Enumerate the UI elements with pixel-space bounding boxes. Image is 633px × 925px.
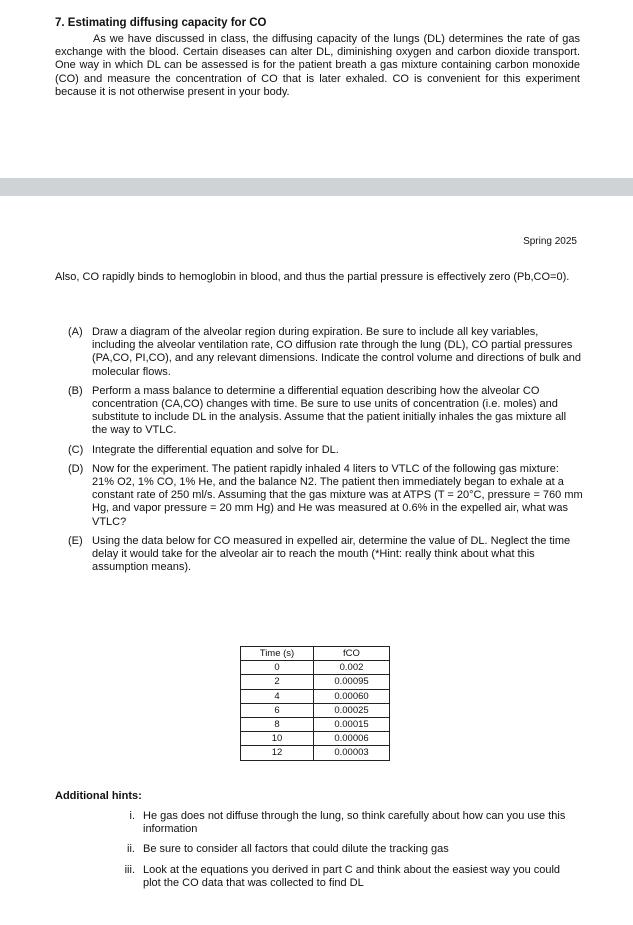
table-cell-fco: 0.00006 xyxy=(314,732,390,746)
part-label: (D) xyxy=(68,462,84,475)
hint-item xyxy=(110,810,580,836)
part-label: (E) xyxy=(68,534,83,547)
table-cell-fco: 0.00025 xyxy=(314,703,390,717)
hint-item xyxy=(110,843,580,856)
part-c xyxy=(68,444,583,457)
also-paragraph: Also, CO rapidly binds to hemoglobin in blood, and thus the partial pressure is effectively zero (Pb,CO=0). xyxy=(55,271,570,283)
table-cell-time: 10 xyxy=(241,732,314,746)
table-row xyxy=(241,732,390,746)
page-bottom-section xyxy=(0,196,633,925)
part-label: (B) xyxy=(68,384,83,397)
hint-number: ii. xyxy=(127,843,135,856)
part-text: Draw a diagram of the alveolar region during expiration. Be sure to include all key variables, including the alveolar ventilation rate, CO diffusion rate through the lung (DL), CO partial pressures (PA,CO, PI,CO), and any relevant dimensions. Indicate the control volume and directions of bulk and molecular flows. xyxy=(92,326,581,378)
hints-list xyxy=(110,810,580,897)
part-d xyxy=(68,463,583,529)
table-row xyxy=(241,746,390,760)
table-row xyxy=(241,689,390,703)
part-e xyxy=(68,535,583,575)
part-label: (A) xyxy=(68,326,83,338)
part-text: Integrate the differential equation and solve for DL. xyxy=(92,443,339,456)
part-text: Using the data below for CO measured in expelled air, determine the value of DL. Neglect the time delay it would take for the alveolar air to reach the mouth (*Hint: really think about what this assumption means). xyxy=(92,534,571,574)
table-cell-fco: 0.00060 xyxy=(314,689,390,703)
question-parts-list xyxy=(68,326,583,580)
hints-title: Additional hints: xyxy=(55,790,142,802)
table-cell-fco: 0.00015 xyxy=(314,718,390,732)
part-label: (C) xyxy=(68,443,84,456)
table-row xyxy=(241,703,390,717)
question-title: 7. Estimating diffusing capacity for CO xyxy=(55,17,267,29)
semester-header: Spring 2025 xyxy=(523,236,577,247)
table-row xyxy=(241,718,390,732)
table-header-row xyxy=(241,647,390,661)
table-header-fco: fCO xyxy=(314,647,390,661)
part-text: Perform a mass balance to determine a differential equation describing how the alveolar CO concentration (CA,CO) changes with time. Be sure to use units of concentration (i.e. moles) and substitute to include DL in the analysis. Assume that the patient initially inhales the gas mixture all the way to VTLC. xyxy=(92,384,567,437)
table-header-time: Time (s) xyxy=(241,647,314,661)
hint-number: iii. xyxy=(124,863,135,876)
hint-text: He gas does not diffuse through the lung, so think carefully about how can you use this information xyxy=(143,810,566,836)
page-break-divider xyxy=(0,178,633,196)
part-b xyxy=(68,385,583,438)
co-data-table-wrapper xyxy=(240,646,390,761)
hint-item xyxy=(110,864,580,890)
intro-paragraph xyxy=(55,33,580,99)
co-data-table xyxy=(240,646,390,761)
table-row xyxy=(241,675,390,689)
part-text: Now for the experiment. The patient rapidly inhaled 4 liters to VTLC of the following gas mixture: 21% O2, 1% CO, 1% He, and the balance N2. The patient then immediately began to exhale at a constant rate of 250 ml/s. Assuming that the gas mixture was at ATPS (T = 20°C, pressure = 760 mm Hg, and vapor pressure = 20 mm Hg) and He was measured at 0.6% in the expelled air, what was VTLC? xyxy=(92,462,583,528)
table-cell-fco: 0.002 xyxy=(314,661,390,675)
table-cell-time: 6 xyxy=(241,703,314,717)
table-cell-time: 0 xyxy=(241,661,314,675)
table-cell-fco: 0.00003 xyxy=(314,746,390,760)
page-top-section xyxy=(0,0,633,178)
table-cell-time: 8 xyxy=(241,718,314,732)
part-a xyxy=(68,326,583,379)
hint-text: Look at the equations you derived in part C and think about the easiest way you could plot the CO data that was collected to find DL xyxy=(143,863,561,889)
table-cell-time: 12 xyxy=(241,746,314,760)
table-cell-fco: 0.00095 xyxy=(314,675,390,689)
table-cell-time: 2 xyxy=(241,675,314,689)
hint-number: i. xyxy=(129,810,135,822)
hint-text: Be sure to consider all factors that could dilute the tracking gas xyxy=(143,843,449,856)
table-row xyxy=(241,661,390,675)
table-cell-time: 4 xyxy=(241,689,314,703)
intro-text: As we have discussed in class, the diffusing capacity of the lungs (DL) determines the rate of gas exchange with the blood. Certain diseases can alter DL, diminishing oxygen and carbon dioxide transport. One way in which DL can be assessed is for the patient breath a gas mixture containing carbon monoxide (CO) and measure the concentration of CO that is later exhaled. CO is convenient for this experiment because it is not otherwise present in your body. xyxy=(55,33,580,98)
